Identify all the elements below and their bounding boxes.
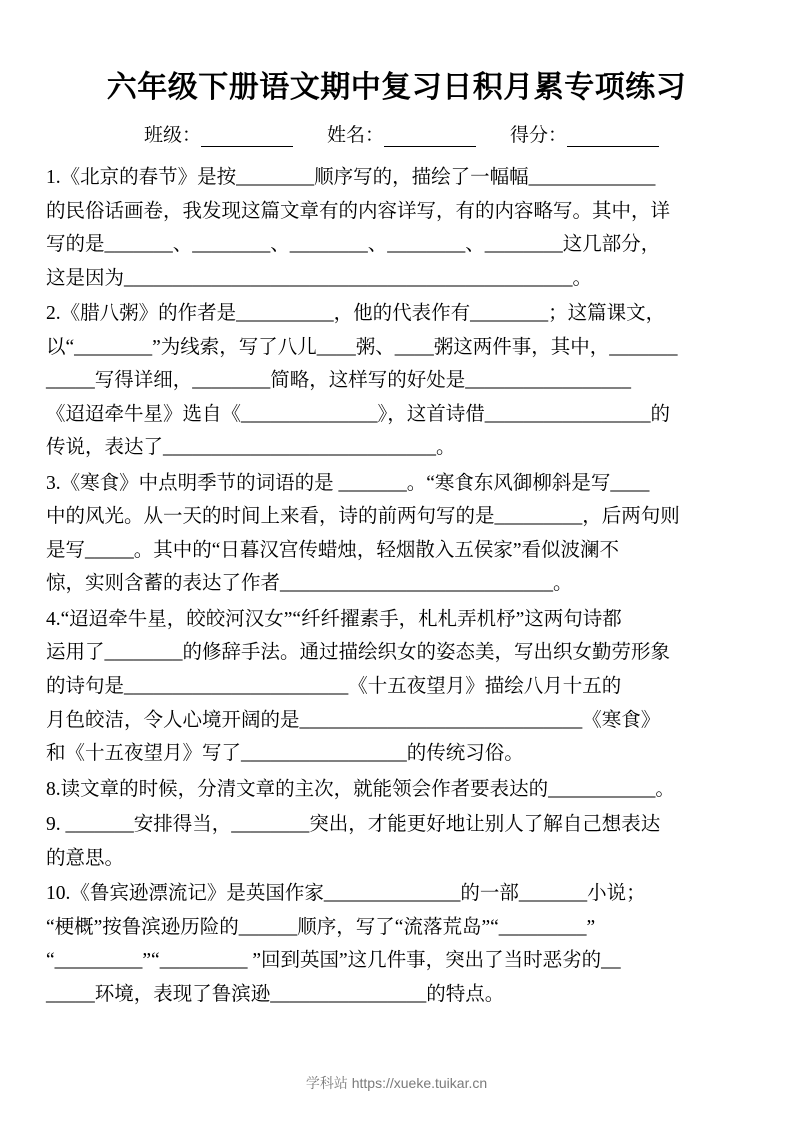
student-info-row xyxy=(46,120,747,147)
question-item xyxy=(46,877,747,1011)
question-line: 的诗句是_______________________《十五夜望月》描绘八月十五的 xyxy=(46,675,622,697)
question-line: _____写得详细，________简略，这样写的好处是_________________ xyxy=(46,370,632,392)
question-line: 的民俗话画卷，我发现这篇文章有的内容详写，有的内容略写。其中，详 xyxy=(46,200,671,222)
class-field xyxy=(144,120,293,147)
score-label: 得分： xyxy=(510,125,568,146)
question-item xyxy=(46,773,747,807)
question-line: 这是因为______________________________________________。 xyxy=(46,267,593,289)
question-line: 中的风光。从一天的时间上来看，诗的前两句写的是_________，后两句则 xyxy=(46,506,680,528)
page-title: 六年级下册语文期中复习日积月累专项练习 xyxy=(106,71,687,104)
question-line: 和《十五夜望月》写了_________________的传统习俗。 xyxy=(46,743,524,765)
name-field xyxy=(327,120,476,147)
question-item xyxy=(46,161,747,295)
question-item xyxy=(46,808,747,875)
question-list xyxy=(46,161,747,1011)
footer-text: 学科站 https://xueke.tuikar.cn xyxy=(305,1075,488,1091)
question-line: 传说，表达了____________________________。 xyxy=(46,437,456,459)
question-line: 2.《腊八粥》的作者是__________，他的代表作有________；这篇课文， xyxy=(46,303,666,325)
class-label: 班级： xyxy=(143,125,201,146)
question-line: 9. _______安排得当，________突出，才能更好地让别人了解自己想表达 xyxy=(46,814,661,836)
footer-watermark xyxy=(0,1073,793,1093)
question-line: 以“________”为线索，写了八儿____粥、____粥这两件事，其中，_______ xyxy=(46,336,678,358)
question-line: 8.读文章的时候，分清文章的主次，就能领会作者要表达的___________。 xyxy=(46,778,675,800)
question-line: 4.“迢迢牵牛星，皎皎河汉女”“纤纤擢素手，札札弄机杼”这两句诗都 xyxy=(46,608,622,630)
question-line: 的意思。 xyxy=(46,847,125,869)
name-blank[interactable] xyxy=(384,126,476,147)
question-line: 《迢迢牵牛星》选自《______________》，这首诗借_________________的 xyxy=(46,403,671,425)
question-item xyxy=(46,603,747,771)
question-line: 1.《北京的春节》是按________顺序写的，描绘了一幅幅_____________ xyxy=(46,167,656,188)
question-line: 是写_____。其中的“日暮汉宫传蜡烛，轻烟散入五侯家”看似波澜不 xyxy=(46,539,620,561)
score-blank[interactable] xyxy=(567,126,659,147)
score-field xyxy=(510,120,659,147)
class-blank[interactable] xyxy=(201,126,293,147)
question-line: “梗概”按鲁滨逊历险的______顺序，写了“流落荒岛”“_________” xyxy=(46,916,596,938)
question-line: 月色皎洁，令人心境开阔的是_____________________________《寒食》 xyxy=(46,709,661,731)
question-line: _____环境，表现了鲁滨逊________________的特点。 xyxy=(46,983,505,1005)
question-line: 运用了________的修辞手法。通过描绘织女的姿态美，写出织女勤劳形象 xyxy=(46,642,671,664)
question-line: 3.《寒食》中点明季节的词语的是 _______。“寒食东风御柳斜是写____ xyxy=(46,472,650,494)
question-line: 写的是_______、________、________、________、________这几部分， xyxy=(46,234,661,256)
question-item xyxy=(46,467,747,601)
question-line: 10.《鲁宾逊漂流记》是英国作家______________的一部_______小说； xyxy=(46,883,646,905)
name-label: 姓名： xyxy=(326,125,384,146)
question-line: “_________”“_________ ”回到英国”这几件事，突出了当时恶劣的__ xyxy=(46,950,621,972)
question-item xyxy=(46,297,747,465)
question-line: 惊，实则含蓄的表达了作者____________________________。 xyxy=(46,573,573,595)
